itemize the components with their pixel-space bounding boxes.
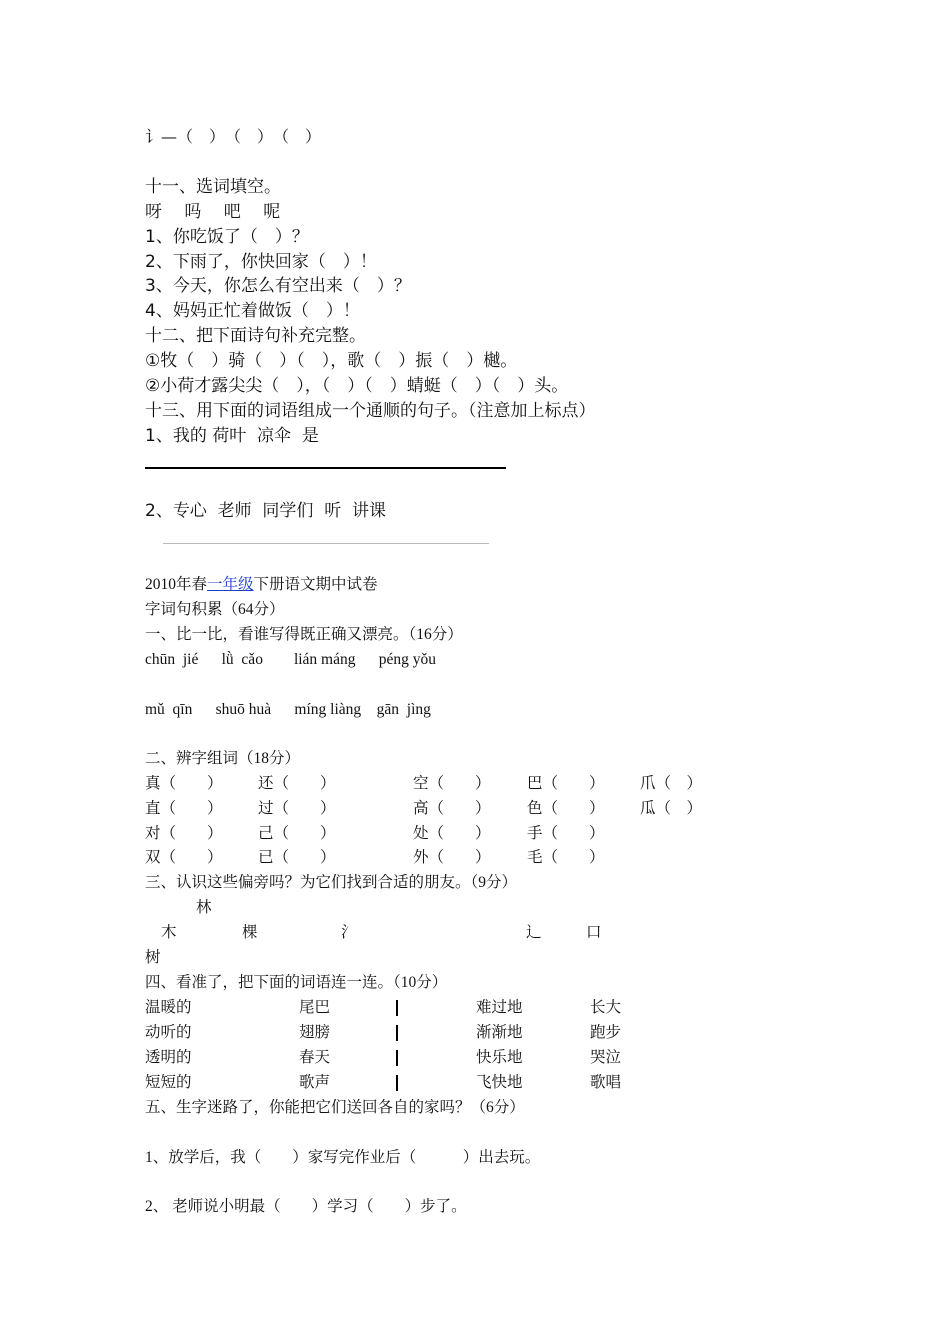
divider	[396, 1050, 398, 1066]
q2-cell: 过（ ）	[258, 800, 336, 817]
divider	[396, 1025, 398, 1041]
q4-cell: 跑步	[590, 1024, 622, 1041]
q2-cell: 空（ ）	[413, 775, 491, 792]
q2-cell: 处（ ）	[413, 825, 491, 842]
q4-cell: 哭泣	[590, 1049, 622, 1066]
q2-cell: 瓜（ ）	[640, 800, 703, 817]
q4-cell: 渐渐地	[476, 1024, 523, 1041]
q1-pinyin-row-2: mǔ qīn shuō huà míng liàng gān jìng	[145, 701, 431, 718]
q2-cell: 毛（ ）	[527, 849, 605, 866]
section-11-item-4: 4、妈妈正忙着做饭（ ）！	[145, 301, 360, 321]
exam-subtitle: 字词句积累（64分）	[145, 601, 285, 618]
q4-cell: 透明的	[145, 1049, 192, 1066]
q5-item-2: 2、 老师说小明最（ ）学习（ ）步了。	[145, 1198, 467, 1215]
q4-cell: 尾巴	[299, 999, 331, 1016]
answer-line-1	[145, 467, 506, 469]
q1-title: 一、比一比，看谁写得既正确又漂亮。（16分）	[145, 626, 463, 643]
section-13-item-1: 1、我的 荷叶 凉伞 是	[145, 426, 319, 446]
q2-cell: 色（ ）	[527, 800, 605, 817]
grade-link[interactable]: 一年级	[207, 576, 254, 593]
q1-pinyin-row-1: chūn jié lǜ cǎo lián máng péng yǒu	[145, 651, 436, 668]
q4-cell: 难过地	[476, 999, 523, 1016]
section-11-item-2: 2、下雨了，你快回家（ ）！	[145, 252, 377, 272]
q2-cell: 双（ ）	[145, 849, 223, 866]
divider	[396, 1000, 398, 1016]
answer-line-2	[163, 543, 489, 544]
q3-shu: 树	[145, 949, 161, 966]
q5-title: 五、生字迷路了，你能把它们送回各自的家吗？（6分）	[145, 1099, 525, 1116]
q4-cell: 翅膀	[299, 1024, 331, 1041]
q4-cell: 飞快地	[476, 1074, 523, 1091]
q4-title: 四、看准了，把下面的词语连一连。（10分）	[145, 974, 448, 991]
section-13-item-2: 2、专心 老师 同学们 听 讲课	[145, 501, 387, 521]
q2-cell: 对（ ）	[145, 825, 223, 842]
section-11-item-1: 1、你吃饭了（ ）？	[145, 227, 309, 247]
q2-cell: 真（ ）	[145, 775, 223, 792]
q3-radical: 辶	[526, 924, 542, 941]
q4-cell: 快乐地	[476, 1049, 523, 1066]
q2-cell: 已（ ）	[258, 849, 336, 866]
q2-cell: 手（ ）	[527, 825, 605, 842]
q3-title: 三、认识这些偏旁吗？为它们找到合适的朋友。（9分）	[145, 874, 518, 891]
exam-title: 2010年春一年级下册语文期中试卷	[145, 576, 378, 593]
section-12-item-1: ①牧（ ）骑（ ）（ ），歌（ ）振（ ）樾。	[145, 351, 518, 371]
q3-radical: 木	[161, 924, 177, 941]
section-12-title: 十二、把下面诗句补充完整。	[145, 326, 366, 346]
q4-cell: 短短的	[145, 1074, 192, 1091]
q2-cell: 外（ ）	[413, 849, 491, 866]
q4-cell: 春天	[299, 1049, 331, 1066]
q2-cell: 还（ ）	[258, 775, 336, 792]
q4-cell: 长大	[590, 999, 622, 1016]
q3-radical: 氵	[341, 924, 357, 941]
q3-radical: 口	[586, 924, 602, 941]
section-11-words: 呀 吗 吧 呢	[145, 202, 281, 222]
q2-cell: 巴（ ）	[527, 775, 605, 792]
q2-cell: 直（ ）	[145, 800, 223, 817]
divider	[396, 1075, 398, 1091]
q4-cell: 温暖的	[145, 999, 192, 1016]
q2-cell: 己（ ）	[258, 825, 336, 842]
q4-cell: 歌唱	[590, 1074, 622, 1091]
section-11-item-3: 3、今天，你怎么有空出来（ ）？	[145, 276, 411, 296]
q4-cell: 动听的	[145, 1024, 192, 1041]
section-11-title: 十一、选词填空。	[145, 177, 281, 197]
section-12-item-2: ②小荷才露尖尖（ ），（ ）（ ）蜻蜓（ ）（ ）头。	[145, 376, 569, 396]
radical-fill-line: 讠—（ ） （ ） （ ）	[145, 127, 322, 146]
q2-cell: 爪（ ）	[640, 775, 703, 792]
q4-cell: 歌声	[299, 1074, 331, 1091]
q3-lin: 林	[196, 899, 212, 916]
section-13-title: 十三、用下面的词语组成一个通顺的句子。（注意加上标点）	[145, 401, 596, 421]
q3-radical: 棵	[242, 924, 258, 941]
q2-cell: 高（ ）	[413, 800, 491, 817]
q2-title: 二、辨字组词（18分）	[145, 750, 301, 767]
q5-item-1: 1、放学后，我（ ）家写完作业后（ ）出去玩。	[145, 1149, 541, 1166]
